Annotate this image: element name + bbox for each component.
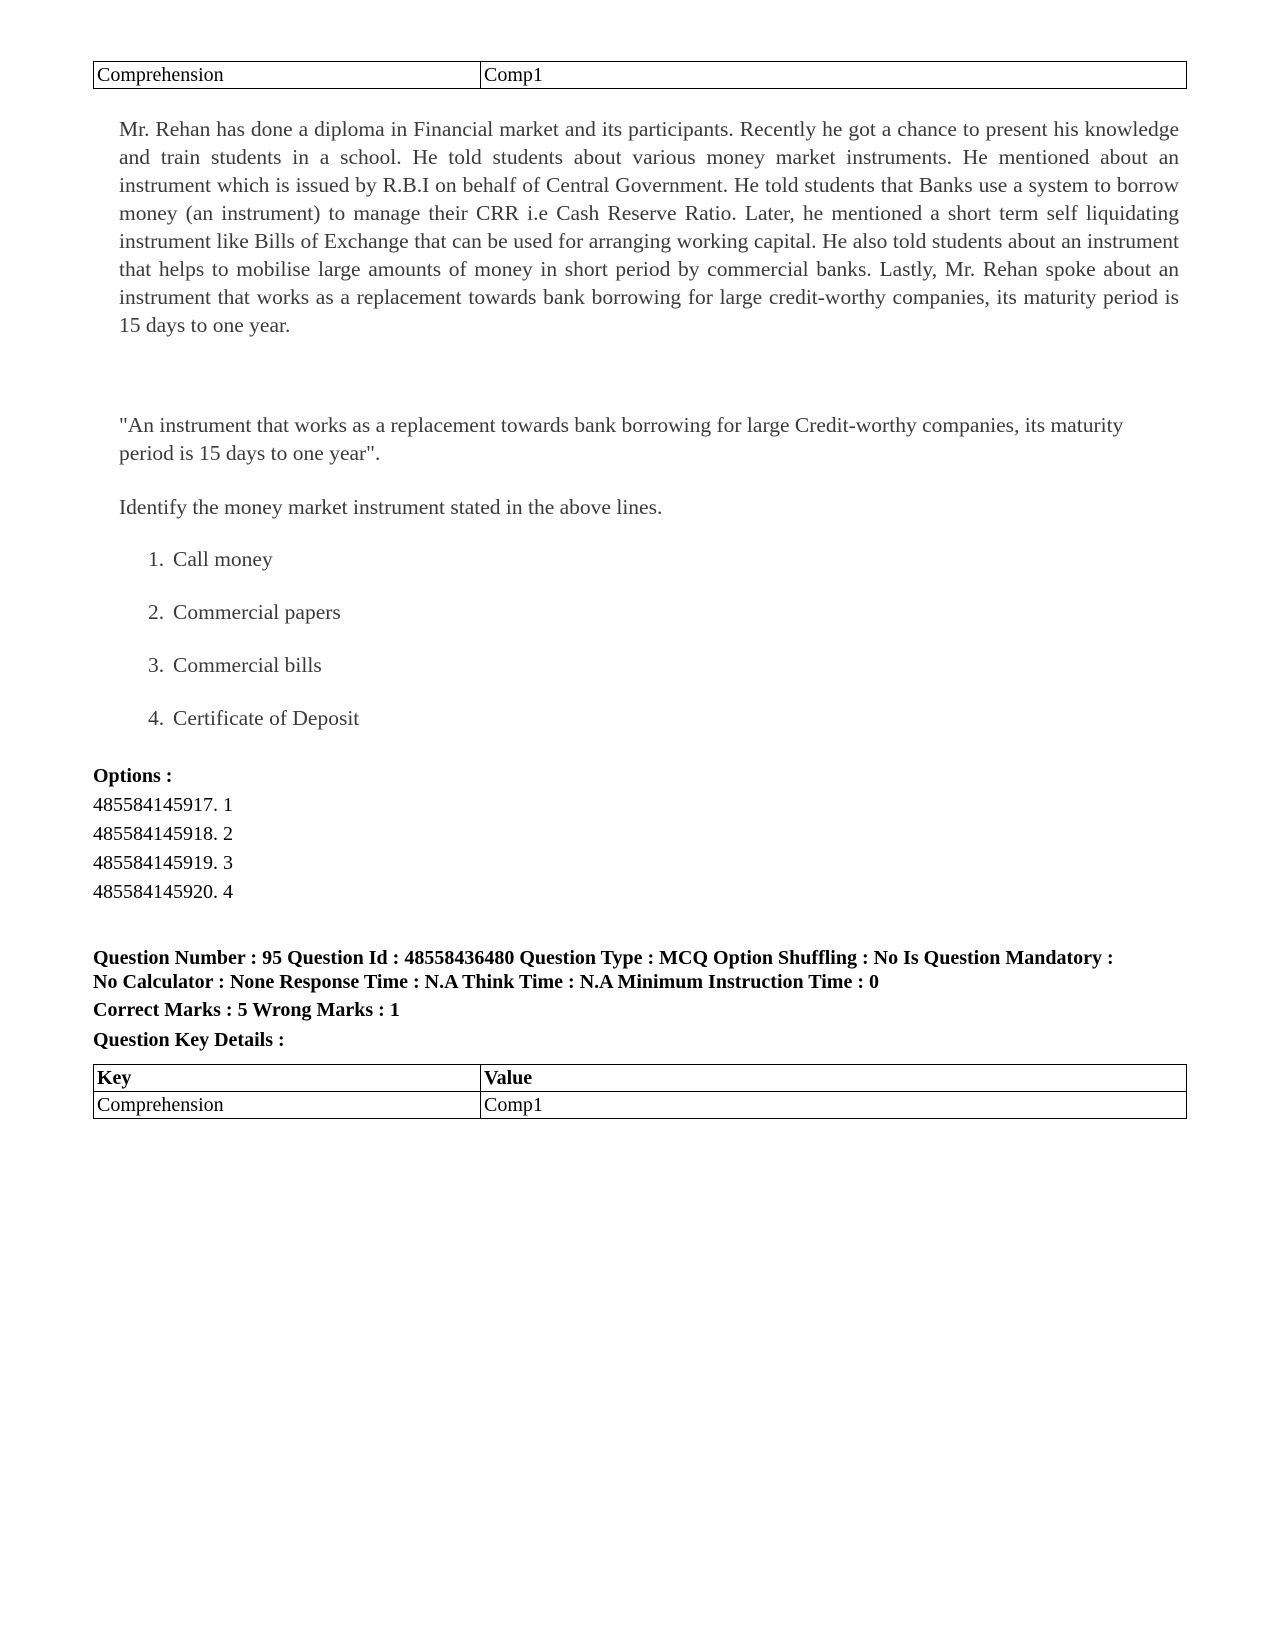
choice-text: Commercial bills bbox=[173, 653, 322, 677]
table-header-value: Value bbox=[481, 1065, 1187, 1092]
choice-text: Commercial papers bbox=[173, 600, 341, 624]
option-item: 485584145917. 1 bbox=[93, 794, 233, 816]
table-header-key: Key bbox=[94, 1065, 481, 1092]
table-cell-value: Comp1 bbox=[481, 62, 1187, 89]
key-details-heading: Question Key Details : bbox=[93, 1029, 285, 1051]
choice-text: Call money bbox=[173, 547, 273, 571]
marks-line: Correct Marks : 5 Wrong Marks : 1 bbox=[93, 999, 400, 1021]
choice-text: Certificate of Deposit bbox=[173, 706, 360, 730]
options-heading: Options : bbox=[93, 765, 173, 787]
table-cell-key: Comprehension bbox=[94, 1092, 481, 1119]
table-cell-value: Comp1 bbox=[481, 1092, 1187, 1119]
choice-item bbox=[148, 598, 341, 626]
option-item: 485584145920. 4 bbox=[93, 881, 233, 903]
table-cell-key: Comprehension bbox=[94, 62, 481, 89]
comprehension-table bbox=[93, 61, 1187, 89]
option-item: 485584145919. 3 bbox=[93, 852, 233, 874]
table-row bbox=[94, 62, 1187, 89]
key-details-table bbox=[93, 1064, 1187, 1119]
table-header-row bbox=[94, 1065, 1187, 1092]
choice-number: 1. bbox=[148, 547, 165, 571]
question-meta-line: No Calculator : None Response Time : N.A Think Time : N.A Minimum Instruction Time : 0 bbox=[93, 971, 879, 993]
question-quote: "An instrument that works as a replacement towards bank borrowing for large Credit-worthy companies, its maturity period is 15 days to one year". bbox=[119, 413, 1124, 465]
choice-number: 3. bbox=[148, 653, 165, 677]
choice-item bbox=[148, 545, 273, 573]
choice-item bbox=[148, 704, 359, 732]
question-prompt: Identify the money market instrument stated in the above lines. bbox=[119, 495, 663, 519]
option-item: 485584145918. 2 bbox=[93, 823, 233, 845]
choice-number: 2. bbox=[148, 600, 165, 624]
choice-number: 4. bbox=[148, 706, 165, 730]
table-row bbox=[94, 1092, 1187, 1119]
question-meta-line: Question Number : 95 Question Id : 48558436480 Question Type : MCQ Option Shuffling : No Is Question Mandatory : bbox=[93, 947, 1114, 969]
choice-item bbox=[148, 651, 322, 679]
comprehension-passage: Mr. Rehan has done a diploma in Financial market and its participants. Recently he got a chance to present his knowledge and train students in a school. He told students about various money market instruments. He mentioned about an instrument which is issued by R.B.I on behalf of Central Government. He told students that Banks use a system to borrow money (an instrument) to manage their CRR i.e Cash Reserve Ratio. Later, he mentioned a short term self liquidating instrument like Bills of Exchange that can be used for arranging working capital. He also told students about an instrument that helps to mobilise large amounts of money in short period by commercial banks. Lastly, Mr. Rehan spoke about an instrument that works as a replacement towards bank borrowing for large credit-worthy companies, its maturity period is 15 days to one year. bbox=[119, 117, 1179, 337]
